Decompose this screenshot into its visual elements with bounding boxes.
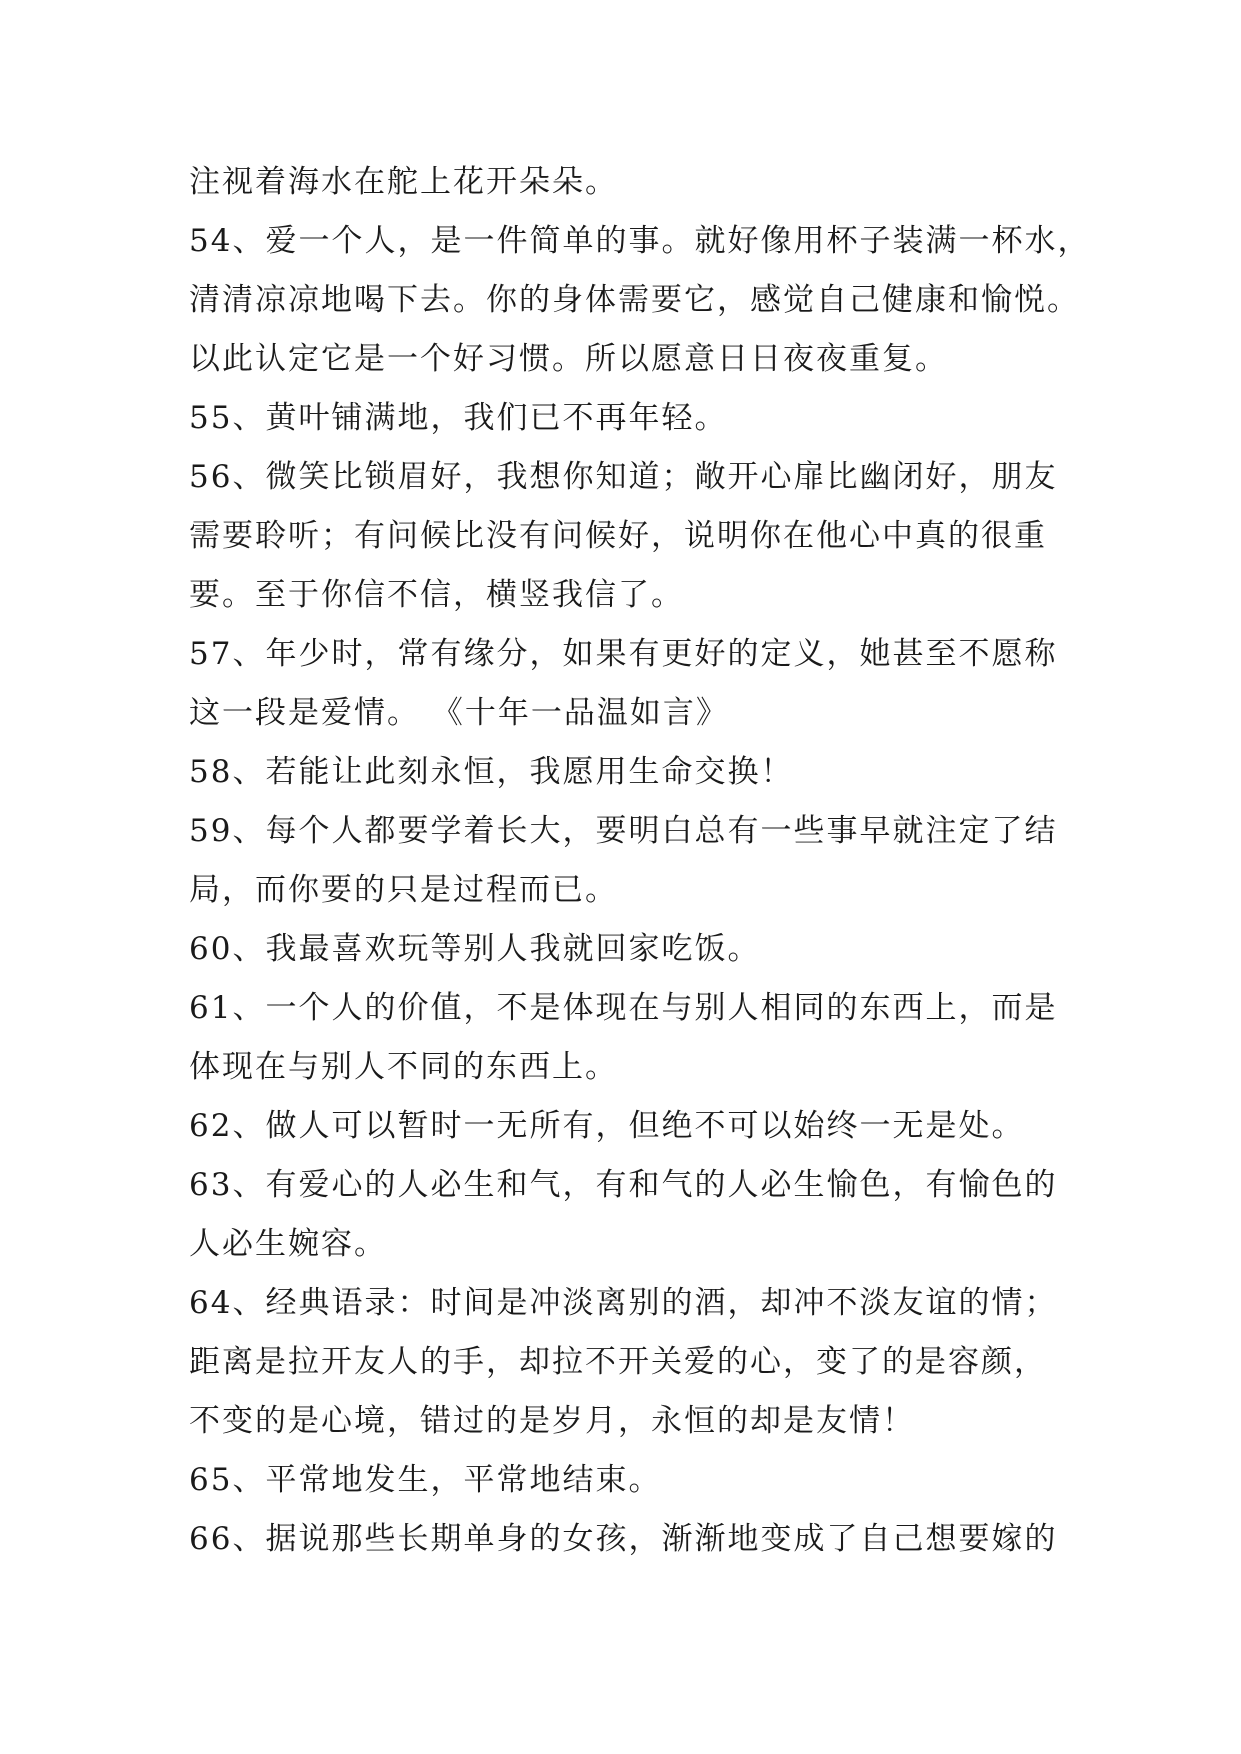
text-line: 清清凉凉地喝下去。你的身体需要它，感觉自己健康和愉悦。 — [189, 282, 1080, 318]
text-line: 不变的是心境，错过的是岁月，永恒的却是友情！ — [189, 1403, 915, 1439]
text-line: 60、我最喜欢玩等别人我就回家吃饭。 — [189, 931, 761, 967]
document-body — [189, 153, 1091, 1569]
text-line: 66、据说那些长期单身的女孩，渐渐地变成了自己想要嫁的 — [189, 1521, 1058, 1557]
text-line: 59、每个人都要学着长大，要明白总有一些事早就注定了结 — [189, 813, 1058, 849]
text-line: 距离是拉开友人的手，却拉不开关爱的心，变了的是容颜， — [189, 1344, 1047, 1380]
text-line: 人必生婉容。 — [189, 1226, 387, 1262]
text-line: 65、平常地发生，平常地结束。 — [189, 1462, 662, 1498]
text-line: 以此认定它是一个好习惯。所以愿意日日夜夜重复。 — [189, 341, 948, 377]
text-line: 体现在与别人不同的东西上。 — [189, 1049, 618, 1085]
text-line: 58、若能让此刻永恒，我愿用生命交换！ — [189, 754, 794, 790]
text-line: 63、有爱心的人必生和气，有和气的人必生愉色，有愉色的 — [189, 1167, 1058, 1203]
text-line: 局，而你要的只是过程而已。 — [189, 872, 618, 908]
text-line: 需要聆听；有问候比没有问候好，说明你在他心中真的很重 — [189, 518, 1047, 554]
text-line: 54、爱一个人，是一件简单的事。就好像用杯子装满一杯水， — [189, 223, 1091, 259]
text-line: 62、做人可以暂时一无所有，但绝不可以始终一无是处。 — [189, 1108, 1025, 1144]
text-line: 要。至于你信不信，横竖我信了。 — [189, 577, 684, 613]
text-line: 注视着海水在舵上花开朵朵。 — [189, 164, 618, 200]
text-line: 55、黄叶铺满地，我们已不再年轻。 — [189, 400, 728, 436]
text-line: 这一段是爱情。 《十年一品温如言》 — [189, 695, 729, 731]
text-line: 56、微笑比锁眉好，我想你知道；敞开心扉比幽闭好，朋友 — [189, 459, 1058, 495]
text-line: 61、一个人的价值，不是体现在与别人相同的东西上，而是 — [189, 990, 1058, 1026]
text-line: 57、年少时，常有缘分，如果有更好的定义，她甚至不愿称 — [189, 636, 1058, 672]
text-line: 64、经典语录：时间是冲淡离别的酒，却冲不淡友谊的情； — [189, 1285, 1058, 1321]
